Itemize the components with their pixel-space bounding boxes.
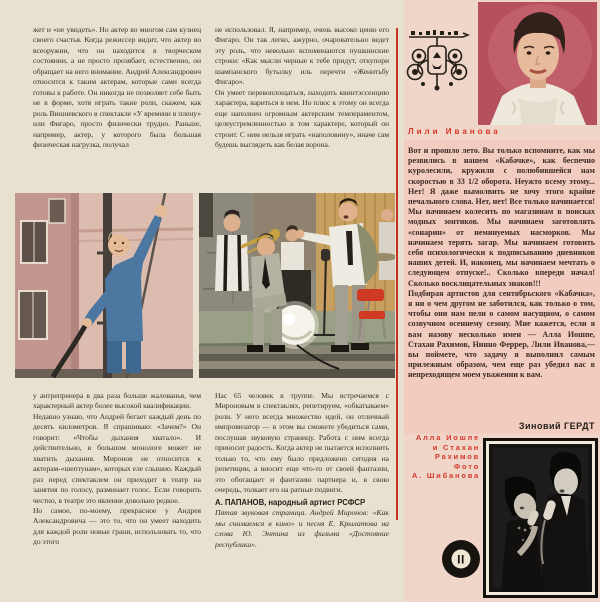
- right-panel-text: [408, 146, 595, 418]
- photo-caption-bottom: [395, 433, 480, 481]
- article-column-1-bottom: [33, 391, 201, 596]
- panel-paragraph: Вот и прошло лето. Вы только вспомните, как мы резвились в нашем «Кабачке», как беспечно куролесили, кружили с полюбившейся нам скоростью в 33 1/2 оборота. Неужто всему этому... Нет! Я даже вымолвить не хочу этого крайне печального слова. Нет, нет! Все только начинается! Мы начинаем колесить по магазинам в поисках модных зонтиков. Мы начинаем заготовлять «сонарин» от неминуемых насморков. Мы начинаем терять загар. Мы начинаем готовить себя психологически к подписыванию дневников наших детей. И, наконец, мы начинаем мечтать о следующем отпуске!.. Сколько впереди начал! Сколько восклицательных знаков!!!: [408, 146, 595, 288]
- article-paragraph: Он умеет перевоплощаться, находить квинтэссенцию характера, вариться в нем. Но плюс к этому он всегда еще наполнен огромным актерским темпераментом, целеустремленностью в том характере, который он строит. С ним нельзя играть «наполовину», иначе сам будешь выглядеть как белая ворона.: [215, 87, 389, 149]
- photo-duet-frame: [483, 438, 598, 598]
- article-paragraph: Недавно узнаю, что Андрей бегает каждый день по десять километров. Я спрашиваю: «Зачем?» Он говорит: «Чтобы дыхания хватало». И действительно, в большом монологе может не хватить дыхания. Миронов не относится к актерам-«шептунам», которых еле слышно. Каждый раз перед спектаклем он приходит в театр на занятия по голосу, разминает голос. Если говорить честно, в театре это явление довольно редкое.: [33, 411, 201, 505]
- portrait-photo-lili-ivanova: [478, 2, 597, 125]
- caption-line: и Стахан: [432, 442, 480, 452]
- disc-label: II: [457, 552, 465, 567]
- article-paragraph: у антрепренера в два раза больше жалованья, чем характерный актер более высокой квалификации.: [33, 391, 201, 411]
- caption-line: Рахимов: [434, 452, 480, 462]
- caption-line: Фото: [453, 461, 480, 471]
- panel-paragraph: Подбирая артистов для сентябрьского «Кабачка», я ни о чем другом не заботился, как только о том, чтобы они нам пели о самом насущном, о самом созвучном осеннему сезону. Мне кажется, если я вам назову несколько имен — Алла Иошпе, Стахан Рахимов, Нинно Феррер, Лили Иванова,— вы поймете, что задачу я выполнил самым прилежным образом, чем еще раз убедил вас в непреходящем моем уважении к вам.: [408, 288, 595, 380]
- caption-line: Алла Иошпе: [415, 433, 480, 442]
- caption-line: А. Шибанова: [411, 471, 480, 481]
- article-paragraph: жет и «не увидеть». Но актер во многом сам кузнец своего счастья. Когда режиссер видит, что актер во всеоружии, что он находится в творческом состоянии, а не просто прозябает, естественно, он обращает на него внимание. Андрей Александрович относится к таким актерам, которые сами всегда готовы к работе. Он никогда не позволяет себе быть не в форме, хотя играть такие роли, скажем, как роль Вишневского в спектакле «У времени в плену» или Фигаро, просто физически трудно. Раньше, например, актер, у которого была большая физическая нагрузка, получал: [33, 25, 201, 149]
- photo-stage-performance: [199, 193, 395, 378]
- article-column-2-top: [215, 25, 389, 195]
- filigree-ornament-icon: [406, 26, 470, 98]
- article-column-1-top: [33, 25, 201, 195]
- sound-page-disc-icon: [441, 539, 481, 579]
- photo-actor-on-building: [15, 193, 193, 378]
- photo-duet-bw: [489, 444, 592, 592]
- article-byline: А. ПАПАНОВ, народный артист РСФСР: [215, 497, 366, 507]
- article-column-2-bottom: [215, 391, 389, 599]
- photo-caption-top: Лили Иванова: [408, 127, 501, 136]
- article-paragraph: Нас 65 человек в труппе. Мы встречаемся с Мироновым в спектаклях, репетируем, «обкатываем» роли. У него всегда множество идей, он отличный импровизатор — в этом вы сможете убедиться сами, послушав звуковую страницу. Работа с ним всегда приносит радость. Когда актер не пытается исполнить только то, что ему было предложено сегодня на репетиции, а вносит еще что-то от своей фантазии, это обогащает и фантазию партнера и, в свою очередь, толкает его на ратные подвиги.: [215, 391, 389, 495]
- article-footnote: Пятая звуковая страница. Андрей Миронов: «Как мы снимаемся в кино» и песня Е. Крылатова на слова Ю. Энтина из фильма «Достояние республики».: [215, 507, 389, 549]
- article-paragraph: Но самое, по-моему, прекрасное у Андрея Александровича — это то, что он умеет находить для каждой роли новые грани, использовать то, что до этого: [33, 505, 201, 547]
- author-signature: Зиновий ГЕРДТ: [518, 421, 595, 431]
- article-paragraph: не использовал. Я, например, очень высоко ценю его Фигаро. Он так легко, ажурно, очаровательно ведет эту роль, что невольно вспоминаются пушкинские строки: «Как мысли черные к тебе придут, откупори шампанского бутылку иль перечти «Женитьбу Фигаро».: [215, 25, 389, 87]
